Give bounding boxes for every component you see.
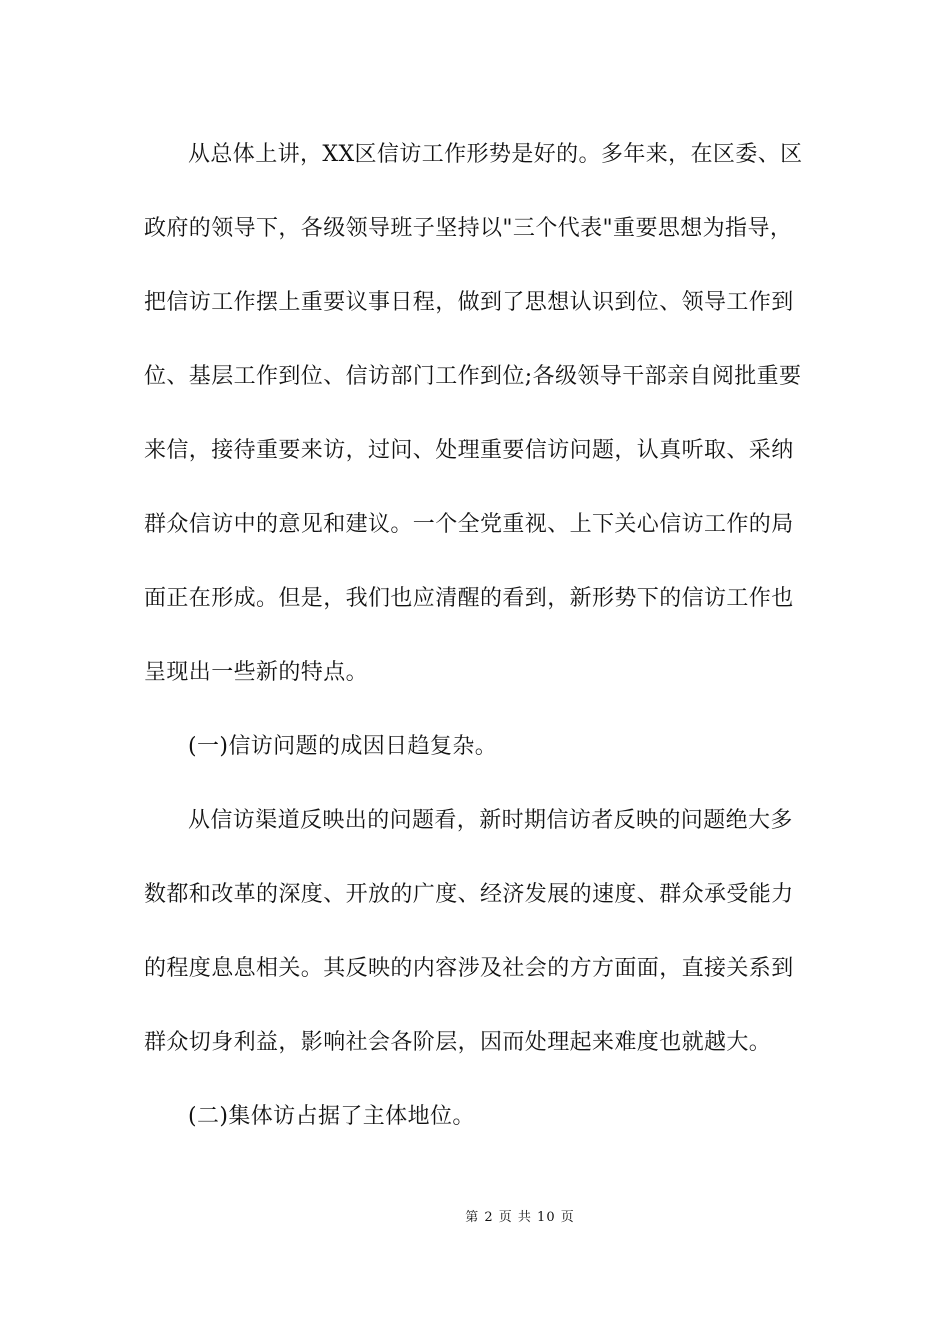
paragraph-line: 来信，接待重要来访，过问、处理重要信访问题，认真听取、采纳: [144, 438, 794, 463]
paragraph-line: 面正在形成。但是，我们也应清醒的看到，新形势下的信访工作也: [144, 586, 794, 611]
page-number: 第 2 页 共 10 页: [465, 1210, 575, 1225]
paragraph-line: 从信访渠道反映出的问题看，新时期信访者反映的问题绝大多: [188, 808, 793, 833]
section-heading: (二)集体访占据了主体地位。: [188, 1104, 475, 1129]
paragraph-line: 呈现出一些新的特点。: [144, 660, 369, 685]
paragraph-line: 数都和改革的深度、开放的广度、经济发展的速度、群众承受能力: [144, 882, 794, 907]
paragraph-line: 政府的领导下，各级领导班子坚持以"三个代表"重要思想为指导，: [144, 216, 793, 241]
document-body: [144, 128, 806, 1164]
paragraph-line: 位、基层工作到位、信访部门工作到位;各级领导干部亲自阅批重要: [144, 364, 802, 389]
paragraph-line: 把信访工作摆上重要议事日程，做到了思想认识到位、领导工作到: [144, 290, 794, 315]
paragraph-line: 群众切身利益，影响社会各阶层，因而处理起来难度也就越大。: [144, 1030, 772, 1055]
paragraph-line: 群众信访中的意见和建议。一个全党重视、上下关心信访工作的局: [144, 512, 794, 537]
paragraph-line: 从总体上讲，XX区信访工作形势是好的。多年来，在区委、区: [188, 142, 803, 167]
paragraph-line: 的程度息息相关。其反映的内容涉及社会的方方面面，直接关系到: [144, 956, 794, 981]
section-heading: (一)信访问题的成因日趋复杂。: [188, 734, 498, 759]
